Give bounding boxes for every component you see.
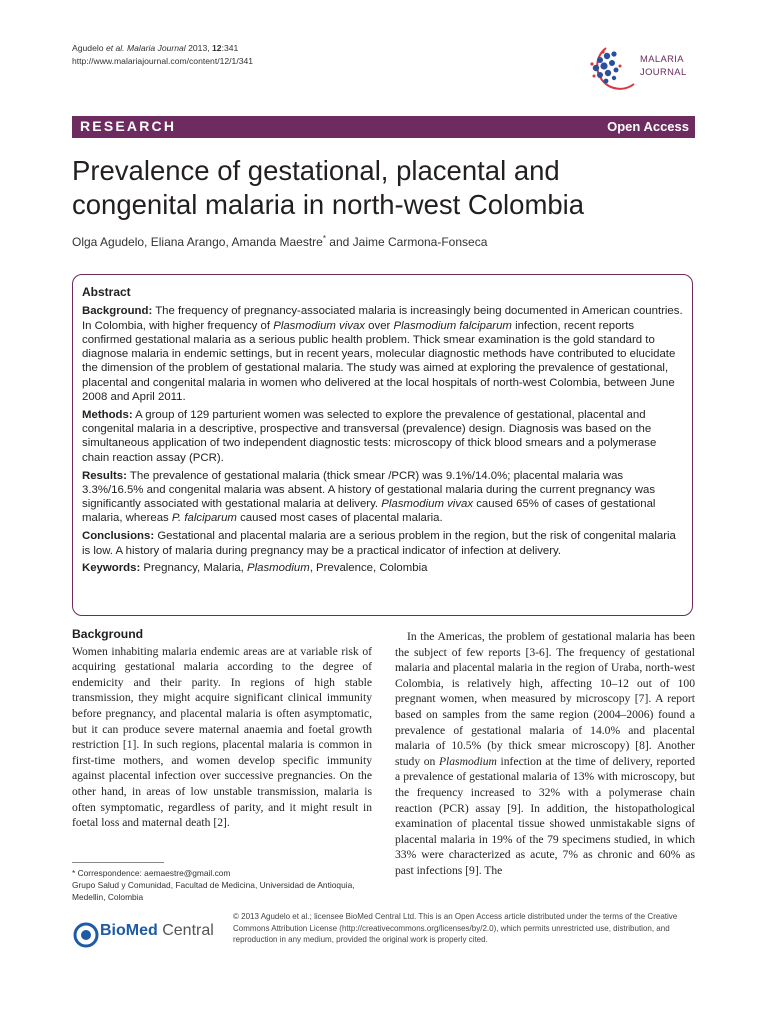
left-paragraph: Women inhabiting malaria endemic areas are at variable risk of acquiring gestational malaria according to the degree of endemicity and their parity. In regions of high stable transmission, they might acquire significant clinical immunity before pregnancy, and placental malaria is often asymptomatic, but it can produce severe maternal anaemia and foetal growth restriction [1]. In such regions, placental malaria is common in first-time mothers, and women develop specific immunity against placental infection over successive pregnancies. On the other hand, in areas of low unstable transmission, malaria is often symptomatic, regardless of parity, and it might result in foetal loss and maternal death [2].: [72, 644, 372, 830]
wordmark-bio: BioMed: [100, 922, 158, 939]
article-url[interactable]: http://www.malariajournal.com/content/12/1/341: [72, 56, 254, 66]
species: P. falciparum: [171, 512, 237, 525]
citation-header: [72, 42, 253, 68]
citation-line: [72, 42, 253, 55]
abstract-conclusions: [82, 529, 684, 558]
species: Plasmodium: [438, 754, 497, 768]
citation-authors: Agudelo: [72, 43, 106, 53]
right-paragraph: [395, 629, 695, 879]
text: caused most cases of placental malaria.: [236, 512, 443, 525]
title-line2: congenital malaria in north-west Colombia: [72, 189, 585, 220]
research-band: [72, 116, 695, 138]
correspondence: * Correspondence: aemaestre@gmail.com: [72, 868, 231, 878]
right-column: [395, 629, 695, 879]
article-title: [72, 154, 712, 222]
abstract-methods: [82, 408, 684, 465]
article-type: RESEARCH: [80, 118, 177, 134]
label: Conclusions:: [82, 530, 155, 543]
biomed-central-wordmark: [100, 922, 214, 940]
text: caused 65% of cases of gestational malaria, whereas: [82, 498, 656, 525]
text: The frequency of pregnancy-associated malaria is increasingly being documented in American countries. In Colombia, with higher frequency of: [82, 305, 683, 332]
text: , Prevalence, Colombia: [309, 562, 428, 575]
label: Background:: [82, 305, 153, 318]
section-heading: Background: [72, 627, 144, 641]
abstract-box: [72, 274, 693, 616]
title-line1: Prevalence of gestational, placental and: [72, 155, 560, 186]
text: In the Americas, the problem of gestational malaria has been the subject of few reports [3-6]. The frequency of gestational malaria and placental malaria in the region of Uraba, north-west Colombia, is relatively high, affecting 10–12 out of 100 pregnant women, when measured by microscopy [7]. A report based on samples from the same region (2004–2006) found a prevalence of gestational malaria of 14.0% and placental malaria of 10.5% (by thick smear microscopy) [8]. Another study on: [395, 630, 695, 768]
text: infection at the time of delivery, reported a prevalence of gestational malaria of 13% with microscopy, but the frequency increased to 32% with a polymerase chain reaction (PCR) assay [9]. In addition, the histopathological examination of placental tissue showed unmistakable signs of placental malaria in 19% of the 79 specimens studied, in which 33% were characterized as acute, 7% as chronic and 60% as past infections [9]. The: [395, 754, 695, 877]
species: Plasmodium vivax: [273, 319, 366, 332]
label: Methods:: [82, 408, 133, 421]
species: Plasmodium vivax: [381, 498, 474, 511]
text: Gestational and placental malaria are a serious problem in the region, but the risk of congenital malaria is low. A history of malaria during pregnancy may be a practical indicator of infection at delivery.: [82, 530, 676, 557]
wordmark-central: Central: [157, 922, 214, 939]
abstract-results: [82, 469, 684, 526]
abstract-heading: Abstract: [82, 285, 131, 299]
citation-journal: Malaria Journal: [126, 43, 186, 53]
label: Keywords:: [82, 562, 141, 575]
text: A group of 129 parturient women was selected to explore the prevalence of gestational, placental and congenital malaria in a descriptive, prospective and transversal (prevalence) design. Diagnosis was based on the simultaneous application of two independent diagnostic tests: microscopy of thick blood smears and a polymerase chain reaction assay (PCR).: [82, 408, 657, 464]
logo-line1: MALARIA: [640, 53, 684, 64]
journal-logo-text: [640, 53, 687, 78]
label: Results:: [82, 469, 127, 482]
citation-article: :341: [221, 43, 239, 53]
footnote-rule: [72, 862, 164, 863]
abstract-background: [82, 304, 684, 404]
citation-volume: 12: [212, 43, 222, 53]
text: Pregnancy, Malaria,: [140, 562, 248, 575]
text: infection, recent reports confirmed gestational malaria as a serious public health problem. Thick smear examination is the gold standard to diagnose malaria in endemic settings, but in recent years, molecular diagnostic methods have contributed to elucidate the dimension of the problem of gestational malaria. The study was aimed at exploring the prevalence of gestational, placental and congenital malaria in women who delivered at the local hospitals of north-west Colombia, between June 2008 and April 2011.: [82, 319, 676, 404]
citation-etal: et al.: [105, 43, 125, 53]
abstract-keywords: [82, 561, 684, 575]
left-column: [72, 627, 372, 831]
author-list: [72, 234, 487, 249]
authors-text: Olga Agudelo, Eliana Arango, Amanda Maestre: [72, 235, 323, 249]
corresponding-mark: *: [322, 234, 326, 243]
species: Plasmodium falciparum: [393, 319, 512, 332]
text: The prevalence of gestational malaria (thick smear /PCR) was 9.1%/14.0%; placental malaria was 3.3%/16.5% and congenital malaria was absent. A history of gestational malaria during the current pregnancy was significantly associated with gestational malaria at delivery.: [82, 469, 656, 511]
text: over: [365, 319, 394, 332]
open-access-label: Open Access: [607, 119, 689, 134]
affiliation: Grupo Salud y Comunidad, Facultad de Medicina, Universidad de Antioquia, Medellin, Colombia: [72, 880, 355, 902]
authors-rest: and Jaime Carmona-Fonseca: [325, 235, 488, 249]
keyword-italic: Plasmodium: [247, 562, 310, 575]
license-text: © 2013 Agudelo et al.; licensee BioMed Central Ltd. This is an Open Access article distributed under the terms of the Creative Commons Attribution License (http://creativecommons.org/licenses/by/2.0), which permits unrestricted use, distribution, and reproduction in any medium, provided the original work is properly cited.: [233, 912, 678, 944]
logo-line2: JOURNAL: [640, 65, 687, 77]
footnote: [72, 867, 382, 903]
citation-year: 2013,: [185, 43, 213, 53]
